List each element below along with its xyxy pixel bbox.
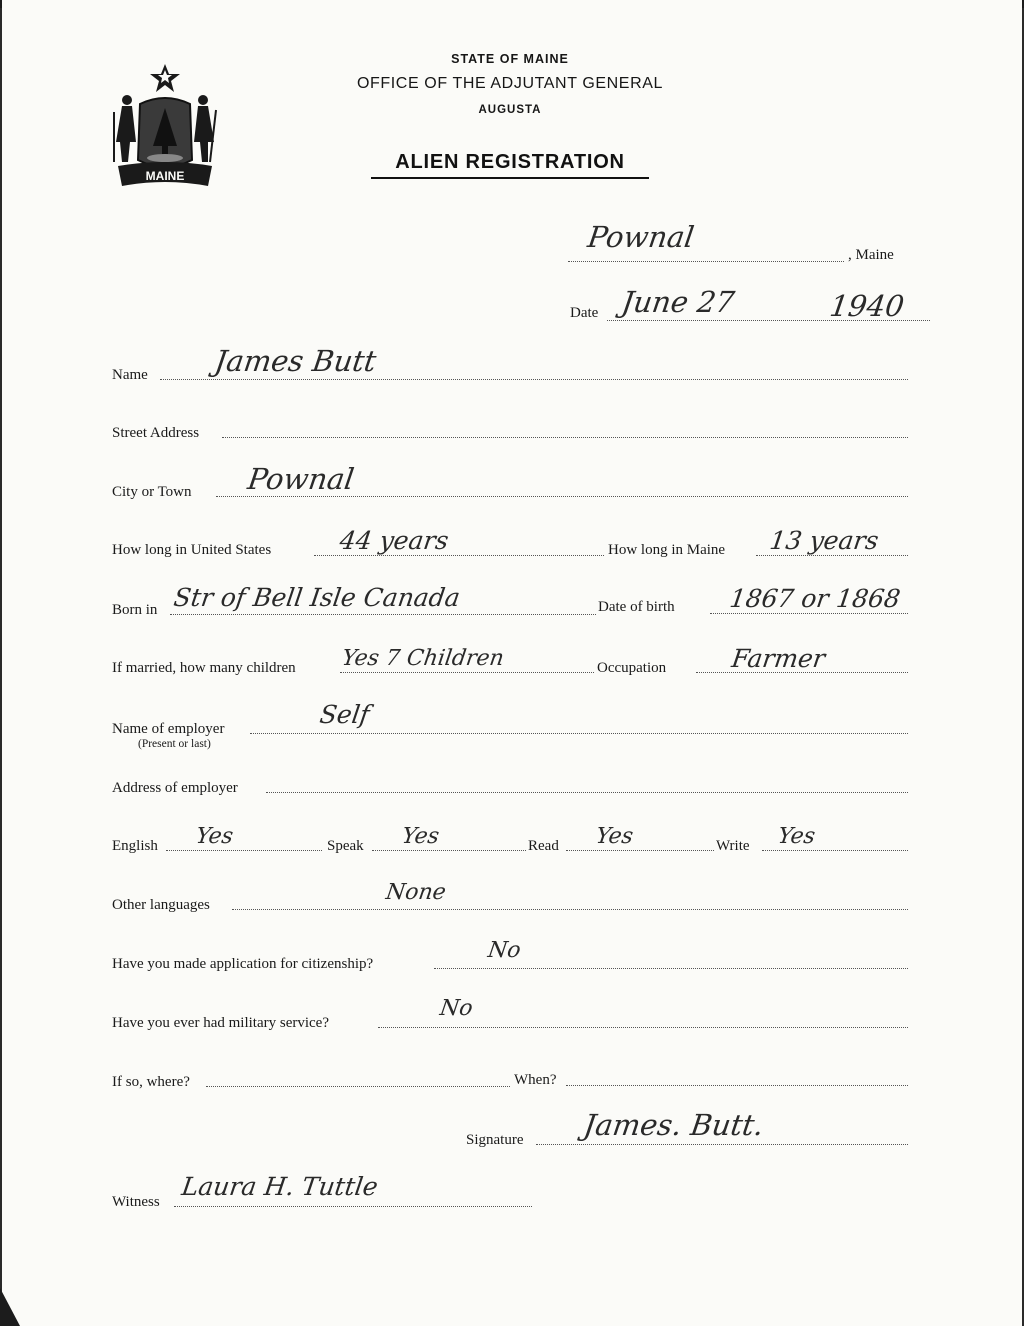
header-city: AUGUSTA xyxy=(478,104,542,116)
maine-label: , Maine xyxy=(848,247,894,263)
city-label: City or Town xyxy=(112,484,192,500)
speak-value: Yes xyxy=(400,824,441,849)
date-of-birth-label: Date of birth xyxy=(598,599,675,615)
other-languages-line xyxy=(232,909,908,910)
occupation-value: Farmer xyxy=(729,644,828,673)
english-value: Yes xyxy=(194,824,235,849)
witness-line xyxy=(174,1206,532,1207)
name-line xyxy=(160,379,908,380)
read-line xyxy=(566,850,714,851)
write-line xyxy=(762,850,908,851)
how-long-maine-line xyxy=(756,555,908,556)
other-languages-label: Other languages xyxy=(112,897,210,913)
header-state: STATE OF MAINE xyxy=(451,52,569,66)
read-value: Yes xyxy=(594,824,635,849)
write-label: Write xyxy=(716,838,750,854)
name-label: Name xyxy=(112,367,148,383)
children-line xyxy=(340,672,594,673)
speak-line xyxy=(372,850,526,851)
street-address-label: Street Address xyxy=(112,425,200,441)
military-label: Have you ever had military service? xyxy=(112,1015,329,1031)
how-long-maine-label: How long in Maine xyxy=(608,542,726,558)
military-value: No xyxy=(438,996,475,1021)
town-header-value: Pownal xyxy=(585,220,697,254)
date-month-day-value: June 27 xyxy=(619,285,737,319)
name-value: James Butt xyxy=(212,344,379,378)
write-value: Yes xyxy=(776,824,817,849)
employer-line xyxy=(250,733,908,734)
english-line xyxy=(166,850,322,851)
employer-note: (Present or last) xyxy=(138,738,211,750)
citizenship-line xyxy=(434,968,908,969)
other-languages-value: None xyxy=(384,880,448,905)
citizenship-label: Have you made application for citizenship? xyxy=(112,956,374,972)
citizenship-value: No xyxy=(486,938,523,963)
date-label: Date xyxy=(570,305,599,321)
military-line xyxy=(378,1027,908,1028)
if-so-where-label: If so, where? xyxy=(112,1074,190,1090)
read-label: Read xyxy=(528,838,559,854)
street-address-line xyxy=(222,437,908,438)
how-long-maine-value: 13 years xyxy=(767,526,881,555)
title-underline xyxy=(371,177,649,179)
signature-label: Signature xyxy=(466,1132,524,1148)
when-line xyxy=(566,1085,908,1086)
born-in-line xyxy=(170,614,596,615)
born-in-label: Born in xyxy=(112,602,158,618)
date-line xyxy=(607,320,930,321)
maine-state-seal xyxy=(110,62,220,192)
speak-label: Speak xyxy=(327,838,364,854)
scan-corner xyxy=(0,1288,20,1326)
employer-address-label: Address of employer xyxy=(112,780,238,796)
english-label: English xyxy=(112,838,158,854)
witness-value: Laura H. Tuttle xyxy=(179,1172,380,1201)
if-so-where-line xyxy=(206,1086,510,1087)
page-title: ALIEN REGISTRATION xyxy=(395,151,625,173)
children-value: Yes 7 Children xyxy=(340,646,506,671)
born-in-value: Str of Bell Isle Canada xyxy=(171,583,462,612)
employer-value: Self xyxy=(317,700,372,729)
city-value: Pownal xyxy=(245,462,357,496)
how-long-us-line xyxy=(314,555,604,556)
employer-label: Name of employer xyxy=(112,721,225,737)
city-line xyxy=(216,496,908,497)
date-year-value: 1940 xyxy=(827,289,907,323)
employer-address-line xyxy=(266,792,908,793)
date-of-birth-line xyxy=(710,613,908,614)
signature-line xyxy=(536,1144,908,1145)
svg-text:MAINE: MAINE xyxy=(145,169,185,183)
town-line xyxy=(568,261,844,262)
header-office: OFFICE OF THE ADJUTANT GENERAL xyxy=(356,75,664,92)
occupation-line xyxy=(696,672,908,673)
how-long-us-label: How long in United States xyxy=(112,542,272,558)
occupation-label: Occupation xyxy=(597,660,667,676)
date-of-birth-value: 1867 or 1868 xyxy=(727,584,903,613)
when-label: When? xyxy=(514,1072,557,1088)
how-long-us-value: 44 years xyxy=(337,526,451,555)
signature-value: James. Butt. xyxy=(581,1108,766,1142)
witness-label: Witness xyxy=(112,1194,160,1210)
children-label: If married, how many children xyxy=(112,660,296,676)
